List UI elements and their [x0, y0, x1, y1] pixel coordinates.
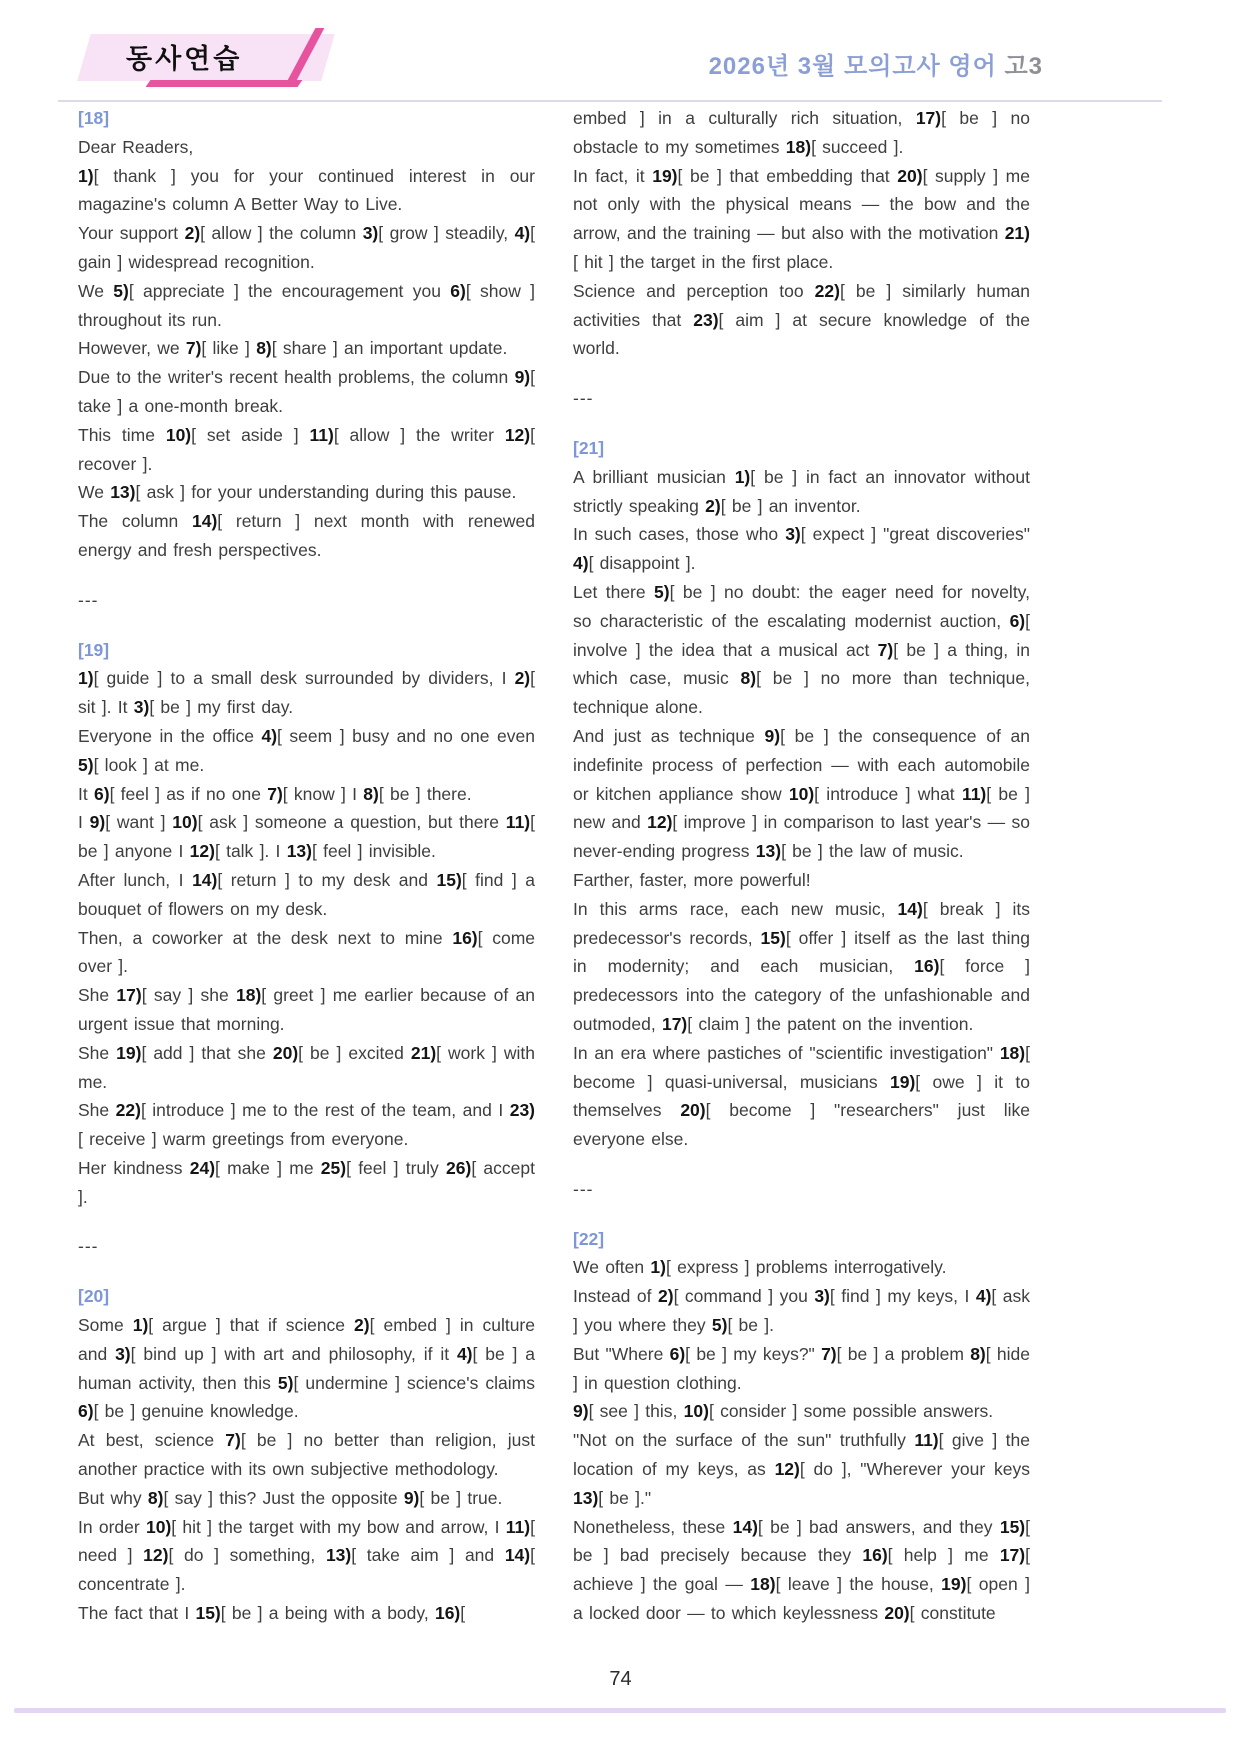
- passage-paragraph: Nonetheless, these 14)[ be ] bad answers, and they 15)[ be ] bad precisely because they 16)[ help ] me 17)[ achieve ] the goal — 18)[ leave ] the house, 19)[ open ] a locked door — to which keylessness 20)[ constitute: [573, 1516, 1030, 1624]
- passage-paragraph: Science and perception too 22)[ be ] similarly human activities that 23)[ aim ] at secure knowledge of the world.: [573, 280, 1030, 359]
- column-right: [573, 104, 1030, 1649]
- badge-label: 동사연습: [126, 44, 243, 74]
- header-divider: [58, 100, 1162, 102]
- passage-paragraph: But "Where 6)[ be ] my keys?" 7)[ be ] a problem 8)[ hide ] in question clothing.: [573, 1343, 1030, 1393]
- passage-paragraph: In this arms race, each new music, 14)[ break ] its predecessor's records, 15)[ offer ] itself as the last thing in modernity; and each musician, 16)[ force ] predecessors into the category of the unfashionable and outmoded, 17)[ claim ] the patent on the invention.: [573, 898, 1030, 1034]
- passage-paragraph: We 13)[ ask ] for your understanding during this pause.: [78, 482, 517, 503]
- passage-paragraph: "Not on the surface of the sun" truthfully 11)[ give ] the location of my keys, as 12)[ do ], "Wherever your keys 13)[ be ].": [573, 1430, 1030, 1508]
- passage-paragraph: Her kindness 24)[ make ] me 25)[ feel ] truly 26)[ accept ].: [78, 1157, 535, 1207]
- passage-paragraph: This time 10)[ set aside ] 11)[ allow ] the writer 12)[ recover ].: [78, 424, 535, 474]
- section-number: [21]: [573, 437, 605, 458]
- passage-paragraph: Due to the writer's recent health problems, the column 9)[ take ] a one-month break.: [78, 367, 535, 416]
- section-number: [19]: [78, 639, 110, 660]
- passage-paragraph: 1)[ thank ] you for your continued interest in our magazine's column A Better Way to Live.: [78, 165, 535, 215]
- passage-paragraph: 1)[ guide ] to a small desk surrounded by dividers, I 2)[ sit ]. It 3)[ be ] my first day.: [78, 668, 535, 718]
- passage-paragraph: But why 8)[ say ] this? Just the opposite 9)[ be ] true.: [78, 1487, 503, 1508]
- passage-paragraph: In an era where pastiches of "scientific investigation" 18)[ become ] quasi-universal, musicians 19)[ owe ] it to themselves 20)[ become ] "researchers" just like everyone else.: [573, 1042, 1030, 1150]
- section-separator: ---: [573, 388, 594, 409]
- passage-paragraph: In order 10)[ hit ] the target with my bow and arrow, I 11)[ need ] 12)[ do ] something, 13)[ take aim ] and 14)[ concentrate ].: [78, 1516, 535, 1595]
- passage-paragraph: 9)[ see ] this, 10)[ consider ] some possible answers.: [573, 1401, 994, 1422]
- exam-title-text: 2026년 3월 모의고사 영어: [708, 53, 997, 80]
- column-left: [78, 104, 535, 1649]
- passage-paragraph: The fact that I 15)[ be ] a being with a body, 16)[: [78, 1603, 466, 1624]
- passage-paragraph: The column 14)[ return ] next month with renewed energy and fresh perspectives.: [78, 511, 535, 560]
- passage-paragraph: Some 1)[ argue ] that if science 2)[ embed ] in culture and 3)[ bind up ] with art and philosophy, if it 4)[ be ] a human activity, then this 5)[ undermine ] science's claims 6)[ be ] genuine knowledge.: [78, 1315, 535, 1422]
- passage-paragraph: After lunch, I 14)[ return ] to my desk and 15)[ find ] a bouquet of flowers on my desk.: [78, 869, 535, 919]
- section-separator: ---: [573, 1178, 594, 1199]
- section-number: [18]: [78, 108, 110, 128]
- passage-paragraph: In fact, it 19)[ be ] that embedding that 20)[ supply ] me not only with the physical means — the bow and the arrow, and the training — but also with the motivation 21)[ hit ] the target in the first place.: [573, 165, 1030, 272]
- passage-paragraph: Then, a coworker at the desk next to mine 16)[ come over ].: [78, 927, 535, 977]
- page-number: 74: [609, 1668, 632, 1690]
- passage-section: [573, 434, 1030, 1154]
- passage-paragraph: However, we 7)[ like ] 8)[ share ] an important update.: [78, 338, 508, 359]
- passage-paragraph: A brilliant musician 1)[ be ] in fact an innovator without strictly speaking 2)[ be ] an inventor.: [573, 466, 1030, 516]
- section-separator: ---: [78, 589, 99, 610]
- passage-section: [78, 636, 535, 1212]
- practice-badge: [62, 28, 352, 92]
- passage-paragraph: We 5)[ appreciate ] the encouragement you 6)[ show ] throughout its run.: [78, 280, 535, 330]
- passage-section: [573, 104, 1030, 363]
- passage-paragraph: She 22)[ introduce ] me to the rest of the team, and I 23)[ receive ] warm greetings from everyone.: [78, 1100, 535, 1150]
- footer-divider: [14, 1708, 1226, 1713]
- exam-title: [709, 46, 1043, 81]
- passage-paragraph: Let there 5)[ be ] no doubt: the eager need for novelty, so characteristic of the escalating modernist auction, 6)[ involve ] the idea that a musical act 7)[ be ] a thing, in which case, music 8)[ be ] no more than technique, technique alone.: [573, 581, 1030, 718]
- passage-paragraph: Farther, faster, more powerful!: [573, 869, 811, 890]
- passage-paragraph: She 19)[ add ] that she 20)[ be ] excited 21)[ work ] with me.: [78, 1042, 535, 1092]
- passage-paragraph: She 17)[ say ] she 18)[ greet ] me earlier because of an urgent issue that morning.: [78, 985, 535, 1034]
- passage-section: [78, 104, 535, 565]
- passage-paragraph: Dear Readers,: [78, 136, 194, 157]
- passage-paragraph: Instead of 2)[ command ] you 3)[ find ] my keys, I 4)[ ask ] you where they 5)[ be ].: [573, 1286, 1030, 1336]
- passage-paragraph: Your support 2)[ allow ] the column 3)[ grow ] steadily, 4)[ gain ] widespread recognition.: [78, 223, 535, 272]
- exam-grade: 고3: [1004, 53, 1043, 80]
- passage-paragraph: embed ] in a culturally rich situation, 17)[ be ] no obstacle to my sometimes 18)[ succeed ].: [573, 108, 1030, 157]
- passage-paragraph: In such cases, those who 3)[ expect ] "great discoveries" 4)[ disappoint ].: [573, 524, 1030, 574]
- section-number: [22]: [573, 1228, 605, 1249]
- passage-paragraph: At best, science 7)[ be ] no better than religion, just another practice with its own subjective methodology.: [78, 1430, 535, 1480]
- badge-underline: [146, 80, 303, 87]
- passage-content: [78, 104, 1030, 1649]
- passage-paragraph: I 9)[ want ] 10)[ ask ] someone a question, but there 11)[ be ] anyone I 12)[ talk ]. I 13)[ feel ] invisible.: [78, 812, 535, 862]
- passage-section: [573, 1225, 1030, 1628]
- section-number: [20]: [78, 1286, 110, 1307]
- passage-paragraph: We often 1)[ express ] problems interrogatively.: [573, 1257, 947, 1278]
- passage-paragraph: Everyone in the office 4)[ seem ] busy and no one even 5)[ look ] at me.: [78, 725, 535, 775]
- passage-paragraph: It 6)[ feel ] as if no one 7)[ know ] I 8)[ be ] there.: [78, 783, 472, 804]
- passage-paragraph: And just as technique 9)[ be ] the consequence of an indefinite process of perfection — with each automobile or kitchen appliance show 10)[ introduce ] what 11)[ be ] new and 12)[ improve ] in comparison to last year's — so never-ending progress 13)[ be ] the law of music.: [573, 725, 1030, 862]
- section-separator: ---: [78, 1236, 99, 1257]
- passage-section: [78, 1282, 535, 1628]
